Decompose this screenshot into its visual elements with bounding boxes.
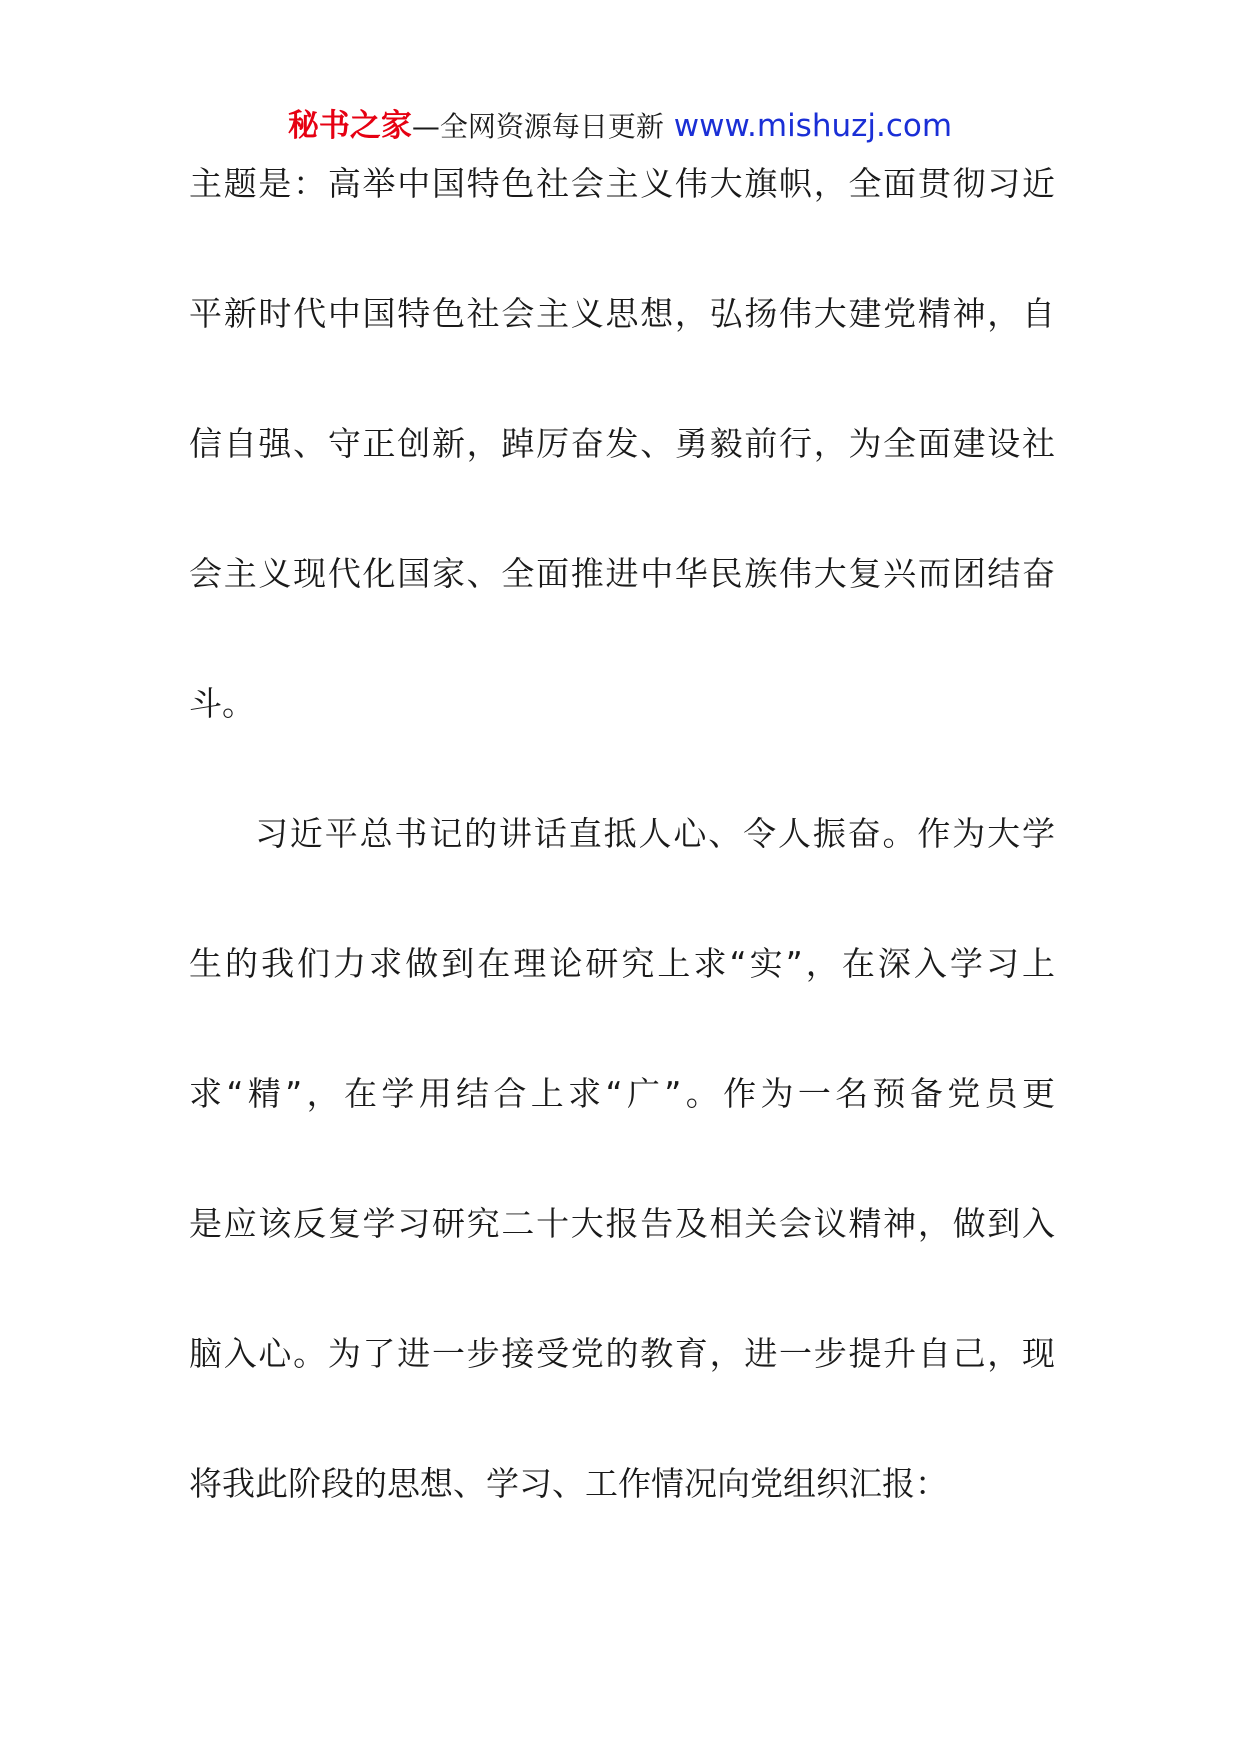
text-line: 求“精”，在学用结合上求“广”。作为一名预备党员更	[189, 1074, 1055, 1113]
site-brand: 秘书之家	[287, 108, 412, 144]
text-line: 主题是：高举中国特色社会主义伟大旗帜，全面贯彻习近	[189, 164, 1055, 203]
text-line: 会主义现代化国家、全面推进中华民族伟大复兴而团结奋	[189, 554, 1055, 593]
text-line: 是应该反复学习研究二十大报告及相关会议精神，做到入	[189, 1204, 1055, 1243]
text-line: 将我此阶段的思想、学习、工作情况向党组织汇报：	[189, 1464, 948, 1503]
site-url-link[interactable]: www.mishuzj.com	[673, 108, 953, 144]
text-line: 信自强、守正创新，踔厉奋发、勇毅前行，为全面建设社	[189, 424, 1055, 463]
document-body	[189, 162, 1055, 1592]
paragraph-start-line: 习近平总书记的讲话直抵人心、令人振奋。作为大学	[255, 814, 1055, 853]
text-line: 脑入心。为了进一步接受党的教育，进一步提升自己，现	[189, 1334, 1055, 1373]
text-line: 斗。	[189, 684, 255, 723]
site-tagline: —全网资源每日更新	[411, 110, 664, 143]
page-header	[0, 104, 1240, 149]
text-line: 平新时代中国特色社会主义思想，弘扬伟大建党精神，自	[189, 294, 1055, 333]
text-line: 生的我们力求做到在理论研究上求“实”，在深入学习上	[189, 944, 1055, 983]
